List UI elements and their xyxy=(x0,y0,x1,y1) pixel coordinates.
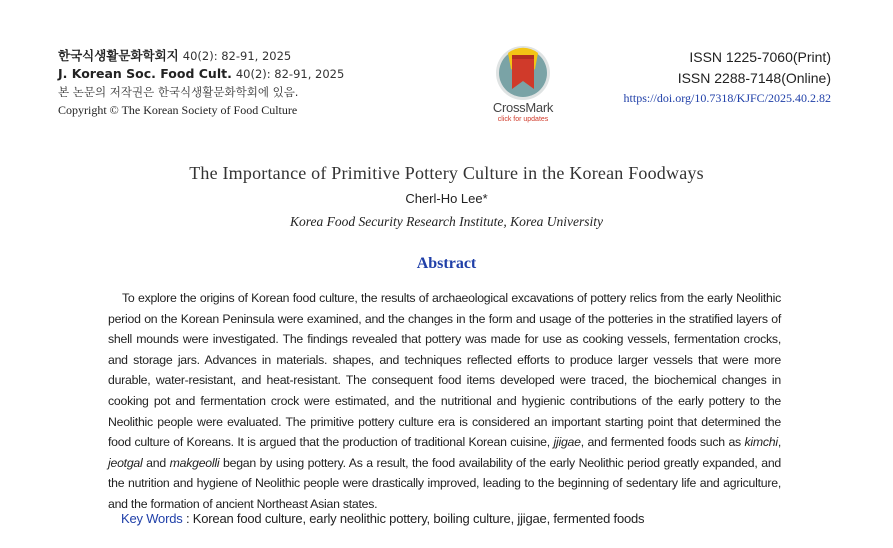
term-makgeolli: makgeolli xyxy=(169,455,220,470)
volume-ko: 40(2): 82-91, 2025 xyxy=(182,49,292,63)
journal-name-en: J. Korean Soc. Food Cult. xyxy=(58,66,232,81)
copyright-ko: 본 논문의 저작권은 한국식생활문화학회에 있음. xyxy=(58,85,299,99)
journal-en-line xyxy=(58,65,358,83)
abstract-heading: Abstract xyxy=(416,255,477,272)
journal-name-ko: 한국식생활문화학회지 xyxy=(58,48,179,63)
keywords-line xyxy=(121,511,644,526)
issn-online: ISSN 2288-7148(Online) xyxy=(677,70,831,86)
article-title: The Importance of Primitive Pottery Culture in the Korean Foodways xyxy=(189,163,704,183)
keywords-list: : Korean food culture, early neolithic pottery, boiling culture, jjigae, fermented foods xyxy=(182,511,645,526)
abstract-text-2: , and fermented foods such as xyxy=(580,435,745,450)
crossmark-sublabel: click for updates xyxy=(497,116,549,123)
abstract-text-1: To explore the origins of Korean food culture, the results of archaeological excavations of pottery relics from the early Neolithic period on the Korean Peninsula were examined, and the changes in the form and usage of the potteries in the stratified layers of shell mounds were investigated. The findings revealed that pottery was made for use as cooking vessels, fermentation crocks, and storage jars. Advances in materials. shapes, and techniques reflected efforts to produce larger vessels that were more durable, water-resistant, and heat-resistant. The consequent food items developed were traced, the biochemical changes in cooking pot and fermentation crock were estimated, and the nutritional and hygienic contributions of the early pottery to the Neolithic people were evaluated. The primitive pottery culture era is considered an important starting point that determined the food culture of Koreans. It is argued that the production of traditional Korean cuisine, xyxy=(108,291,781,450)
abstract-paragraph xyxy=(108,288,781,515)
crossmark-label: CrossMark xyxy=(492,100,554,115)
doi-link[interactable]: https://doi.org/10.7318/KJFC/2025.40.2.82 xyxy=(623,91,831,105)
keywords-label: Key Words xyxy=(121,511,183,526)
crossmark-badge[interactable] xyxy=(488,43,558,127)
issn-print: ISSN 1225-7060(Print) xyxy=(689,49,831,65)
abstract-text-4: and xyxy=(142,455,170,470)
term-jeotgal: jeotgal xyxy=(108,455,143,470)
journal-citation-block xyxy=(58,47,358,119)
term-jjigae: jjigae xyxy=(553,435,581,450)
term-kimchi: kimchi xyxy=(744,435,778,450)
author-affiliation: Korea Food Security Research Institute, Korea University xyxy=(289,214,604,229)
copyright-en: Copyright © The Korean Society of Food Culture xyxy=(58,103,298,117)
abstract-text-3: , xyxy=(777,435,782,450)
article-author: Cherl-Ho Lee* xyxy=(405,191,488,206)
journal-ko-line xyxy=(58,47,358,65)
volume-en: 40(2): 82-91, 2025 xyxy=(235,67,345,81)
abstract-text-5: began by using pottery. As a result, the food availability of the early Neolithic period greatly expanded, and the nutrition and hygiene of Neolithic people were drastically improved, leading to the beginning of sedentary life and agriculture, and the formation of ancient Northeast Asian states. xyxy=(108,455,781,511)
issn-block xyxy=(624,47,831,107)
abstract-body xyxy=(108,288,781,515)
crossmark-icon xyxy=(488,43,558,103)
